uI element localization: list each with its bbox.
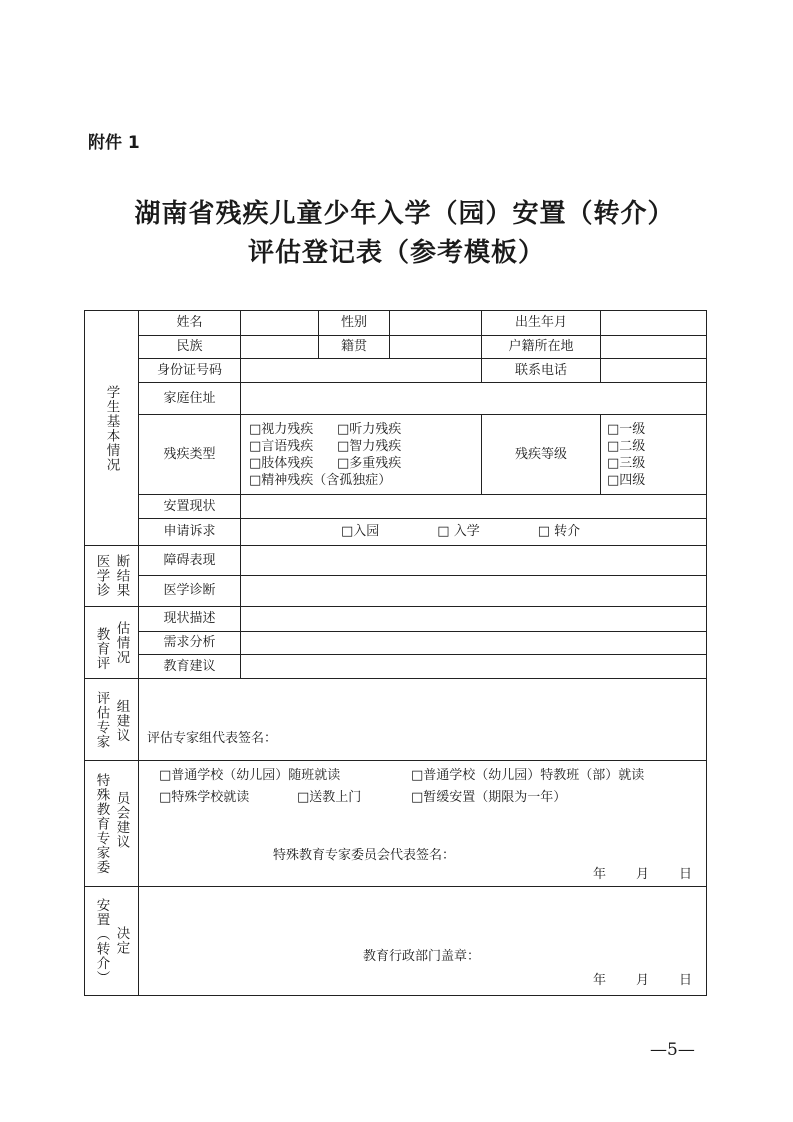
seal-label: 教育行政部门盖章： <box>363 949 481 964</box>
status-desc-field[interactable] <box>241 607 707 632</box>
label-ethnicity: 民族 <box>139 336 241 359</box>
gender-field[interactable] <box>390 311 482 336</box>
section-label: 估情况 <box>113 620 130 665</box>
birth-field[interactable] <box>601 311 707 336</box>
committee-signature-label: 特殊教育专家委员会代表签名： <box>273 848 456 863</box>
disability-type-options <box>241 415 482 495</box>
checkbox-level-4[interactable]: □四级 <box>607 472 646 488</box>
attachment-label: 附件 1 <box>88 133 140 153</box>
section-label: 断结果 <box>113 554 130 598</box>
checkbox-physical[interactable]: □肢体残疾 <box>249 455 314 471</box>
checkbox-intellectual[interactable]: □智力残疾 <box>337 438 402 454</box>
label-address: 家庭住址 <box>139 383 241 415</box>
label-needs: 需求分析 <box>139 632 241 655</box>
checkbox-transfer[interactable]: □ 转介 <box>537 524 581 539</box>
label-disability-type: 残疾类型 <box>139 415 241 495</box>
label-name: 姓名 <box>139 311 241 336</box>
phone-field[interactable] <box>601 359 707 383</box>
checkbox-deferred[interactable]: □暂缓安置（期限为一年） <box>411 790 567 805</box>
label-native-place: 籍贯 <box>319 336 390 359</box>
expert-advice-field[interactable] <box>139 679 707 761</box>
section-label: 教育评 <box>93 626 110 671</box>
checkbox-special-school[interactable]: □特殊学校就读 <box>159 790 250 805</box>
id-number-field[interactable] <box>241 359 482 383</box>
label-current-placement: 安置现状 <box>139 495 241 519</box>
current-placement-field[interactable] <box>241 495 707 519</box>
date-month: 月 <box>635 973 649 988</box>
expert-signature-label: 评估专家组代表签名： <box>147 731 278 746</box>
checkbox-mental[interactable]: □精神残疾（含孤独症） <box>249 472 392 488</box>
request-options <box>241 519 707 546</box>
checkbox-level-2[interactable]: □二级 <box>607 438 646 454</box>
section-education <box>85 607 139 679</box>
label-id-number: 身份证号码 <box>139 359 241 383</box>
label-birth: 出生年月 <box>482 311 601 336</box>
section-basic-info <box>85 311 139 546</box>
section-label: 安置（转介） <box>93 897 110 985</box>
checkbox-hearing[interactable]: □听力残疾 <box>337 421 402 437</box>
checkbox-visual[interactable]: □视力残疾 <box>249 421 314 437</box>
section-label: 组建议 <box>113 698 130 742</box>
checkbox-regular-inclusive[interactable]: □普通学校（幼儿园）随班就读 <box>159 768 341 783</box>
disability-level-options <box>601 415 707 495</box>
date-year: 年 <box>592 867 606 882</box>
section-label: 决定 <box>113 925 130 955</box>
section-placement <box>85 887 139 996</box>
date-month: 月 <box>635 867 649 882</box>
date-day: 日 <box>678 973 692 988</box>
section-label: 医学诊 <box>93 554 110 598</box>
section-label: 学生基本情况 <box>103 384 120 472</box>
page-number: —5— <box>650 1040 695 1060</box>
ethnicity-field[interactable] <box>241 336 319 359</box>
label-status-desc: 现状描述 <box>139 607 241 632</box>
checkbox-kindergarten[interactable]: □入园 <box>341 524 380 539</box>
checkbox-home-delivery[interactable]: □送教上门 <box>297 790 362 805</box>
label-edu-advice: 教育建议 <box>139 655 241 679</box>
section-committee <box>85 761 139 887</box>
name-field[interactable] <box>241 311 319 336</box>
committee-date <box>593 867 692 883</box>
address-field[interactable] <box>241 383 707 415</box>
household-field[interactable] <box>601 336 707 359</box>
label-request: 申请诉求 <box>139 519 241 546</box>
checkbox-regular-special-class[interactable]: □普通学校（幼儿园）特教班（部）就读 <box>411 768 645 783</box>
section-label: 特殊教育专家委 <box>93 772 110 875</box>
section-label: 评估专家 <box>93 690 110 749</box>
date-year: 年 <box>592 973 606 988</box>
checkbox-school[interactable]: □ 入学 <box>437 524 480 539</box>
needs-field[interactable] <box>241 632 707 655</box>
committee-advice-field[interactable] <box>139 761 707 887</box>
registration-form-table <box>84 310 707 996</box>
checkbox-level-1[interactable]: □一级 <box>607 421 646 437</box>
section-label: 员会建议 <box>113 790 130 849</box>
placement-decision-field[interactable] <box>139 887 707 996</box>
label-gender: 性别 <box>319 311 390 336</box>
label-disability-level: 残疾等级 <box>482 415 601 495</box>
section-medical <box>85 546 139 607</box>
form-title-line1: 湖南省残疾儿童少年入学（园）安置（转介） <box>134 199 675 229</box>
label-phone: 联系电话 <box>482 359 601 383</box>
native-place-field[interactable] <box>390 336 482 359</box>
edu-advice-field[interactable] <box>241 655 707 679</box>
date-day: 日 <box>678 867 692 882</box>
label-household: 户籍所在地 <box>482 336 601 359</box>
checkbox-level-3[interactable]: □三级 <box>607 455 646 471</box>
checkbox-multiple[interactable]: □多重残疾 <box>337 455 402 471</box>
diagnosis-field[interactable] <box>241 576 707 607</box>
label-impairment: 障碍表现 <box>139 546 241 576</box>
form-title-line2: 评估登记表（参考模板） <box>247 238 545 268</box>
checkbox-speech[interactable]: □言语残疾 <box>249 438 314 454</box>
impairment-field[interactable] <box>241 546 707 576</box>
section-expert <box>85 679 139 761</box>
placement-date <box>593 973 692 989</box>
label-diagnosis: 医学诊断 <box>139 576 241 607</box>
